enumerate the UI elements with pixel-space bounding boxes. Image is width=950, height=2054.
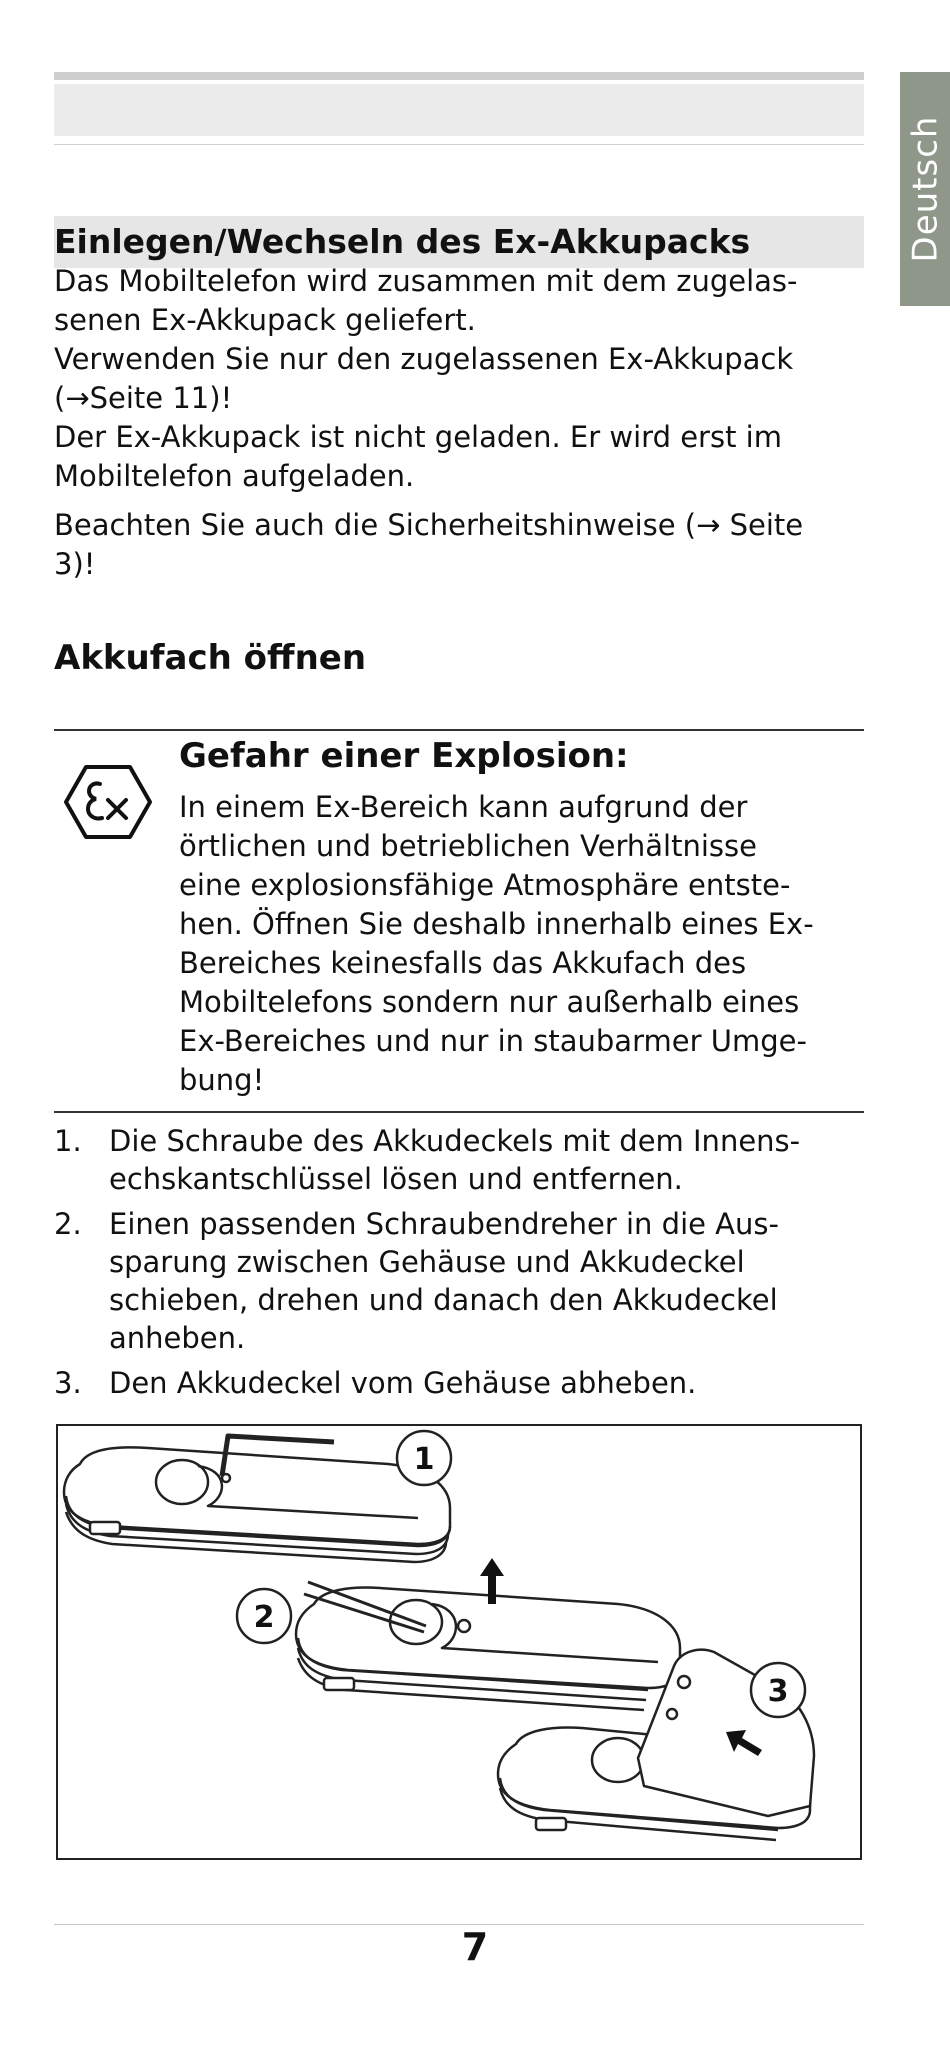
callout-1-label: 1 [413, 1442, 435, 1477]
safety-line: 3)! [54, 547, 96, 581]
step-line: anheben. [109, 1321, 246, 1355]
intro-line: (→Seite 11)! [54, 381, 233, 415]
warning-text [179, 788, 879, 1100]
step-line: Einen passenden Schraubendreher in die Aus- [109, 1207, 779, 1241]
language-tab-label: Deutsch [905, 115, 945, 263]
step-item [54, 1205, 884, 1357]
page-number: 7 [461, 1925, 489, 1969]
warning-title: Gefahr einer Explosion: [179, 736, 629, 776]
warning-bottom-rule [54, 1111, 864, 1113]
step-item [54, 1122, 884, 1198]
safety-line: Beachten Sie auch die Sicherheitshinweise (→ Seite [54, 508, 804, 542]
header-rule-thin [54, 144, 864, 145]
battery-cover-illustration [56, 1424, 862, 1860]
warning-line: Bereiches keinesfalls das Akkufach des [179, 946, 747, 980]
warning-line: Mobiltelefons sondern nur außerhalb eines [179, 985, 800, 1019]
step-line: echskantschlüssel lösen und entfernen. [109, 1162, 683, 1196]
step-number: 1. [54, 1124, 82, 1158]
step-line: Die Schraube des Akkudeckels mit dem Innens- [109, 1124, 801, 1158]
intro-line: Verwenden Sie nur den zugelassenen Ex-Akkupack [54, 342, 794, 376]
step-line: schieben, drehen und danach den Akkudeckel [109, 1283, 778, 1317]
callout-3-label: 3 [767, 1674, 789, 1709]
intro-line: senen Ex-Akkupack geliefert. [54, 303, 476, 337]
steps-list [54, 1122, 884, 1409]
subsection-title: Akkufach öffnen [54, 638, 367, 678]
warning-line: hen. Öffnen Sie deshalb innerhalb eines Ex- [179, 907, 814, 941]
step-line: Den Akkudeckel vom Gehäuse abheben. [109, 1366, 697, 1400]
warning-line: Ex-Bereiches und nur in staubarmer Umge- [179, 1024, 807, 1058]
warning-top-rule [54, 729, 864, 731]
step-line: sparung zwischen Gehäuse und Akkudeckel [109, 1245, 745, 1279]
header-rule-thick [54, 72, 864, 80]
intro-line: Das Mobiltelefon wird zusammen mit dem zugelas- [54, 264, 798, 298]
phone-illustration-svg [58, 1426, 860, 1858]
warning-line: In einem Ex-Bereich kann aufgrund der [179, 790, 748, 824]
warning-line: örtlichen und betrieblichen Verhältnisse [179, 829, 757, 863]
intro-paragraph [54, 262, 874, 496]
header-band [54, 84, 864, 136]
intro-line: Mobiltelefon aufgeladen. [54, 459, 415, 493]
step-item [54, 1364, 884, 1402]
warning-line: eine explosionsfähige Atmosphäre entste- [179, 868, 791, 902]
language-tab [900, 72, 950, 306]
safety-paragraph [54, 506, 874, 584]
section-title: Einlegen/Wechseln des Ex-Akkupacks [54, 216, 864, 268]
step-number: 2. [54, 1207, 82, 1241]
ex-explosion-hexagon-icon [64, 764, 152, 840]
callout-2-label: 2 [253, 1600, 275, 1635]
step-number: 3. [54, 1366, 82, 1400]
intro-line: Der Ex-Akkupack ist nicht geladen. Er wird erst im [54, 420, 782, 454]
warning-line: bung! [179, 1063, 265, 1097]
